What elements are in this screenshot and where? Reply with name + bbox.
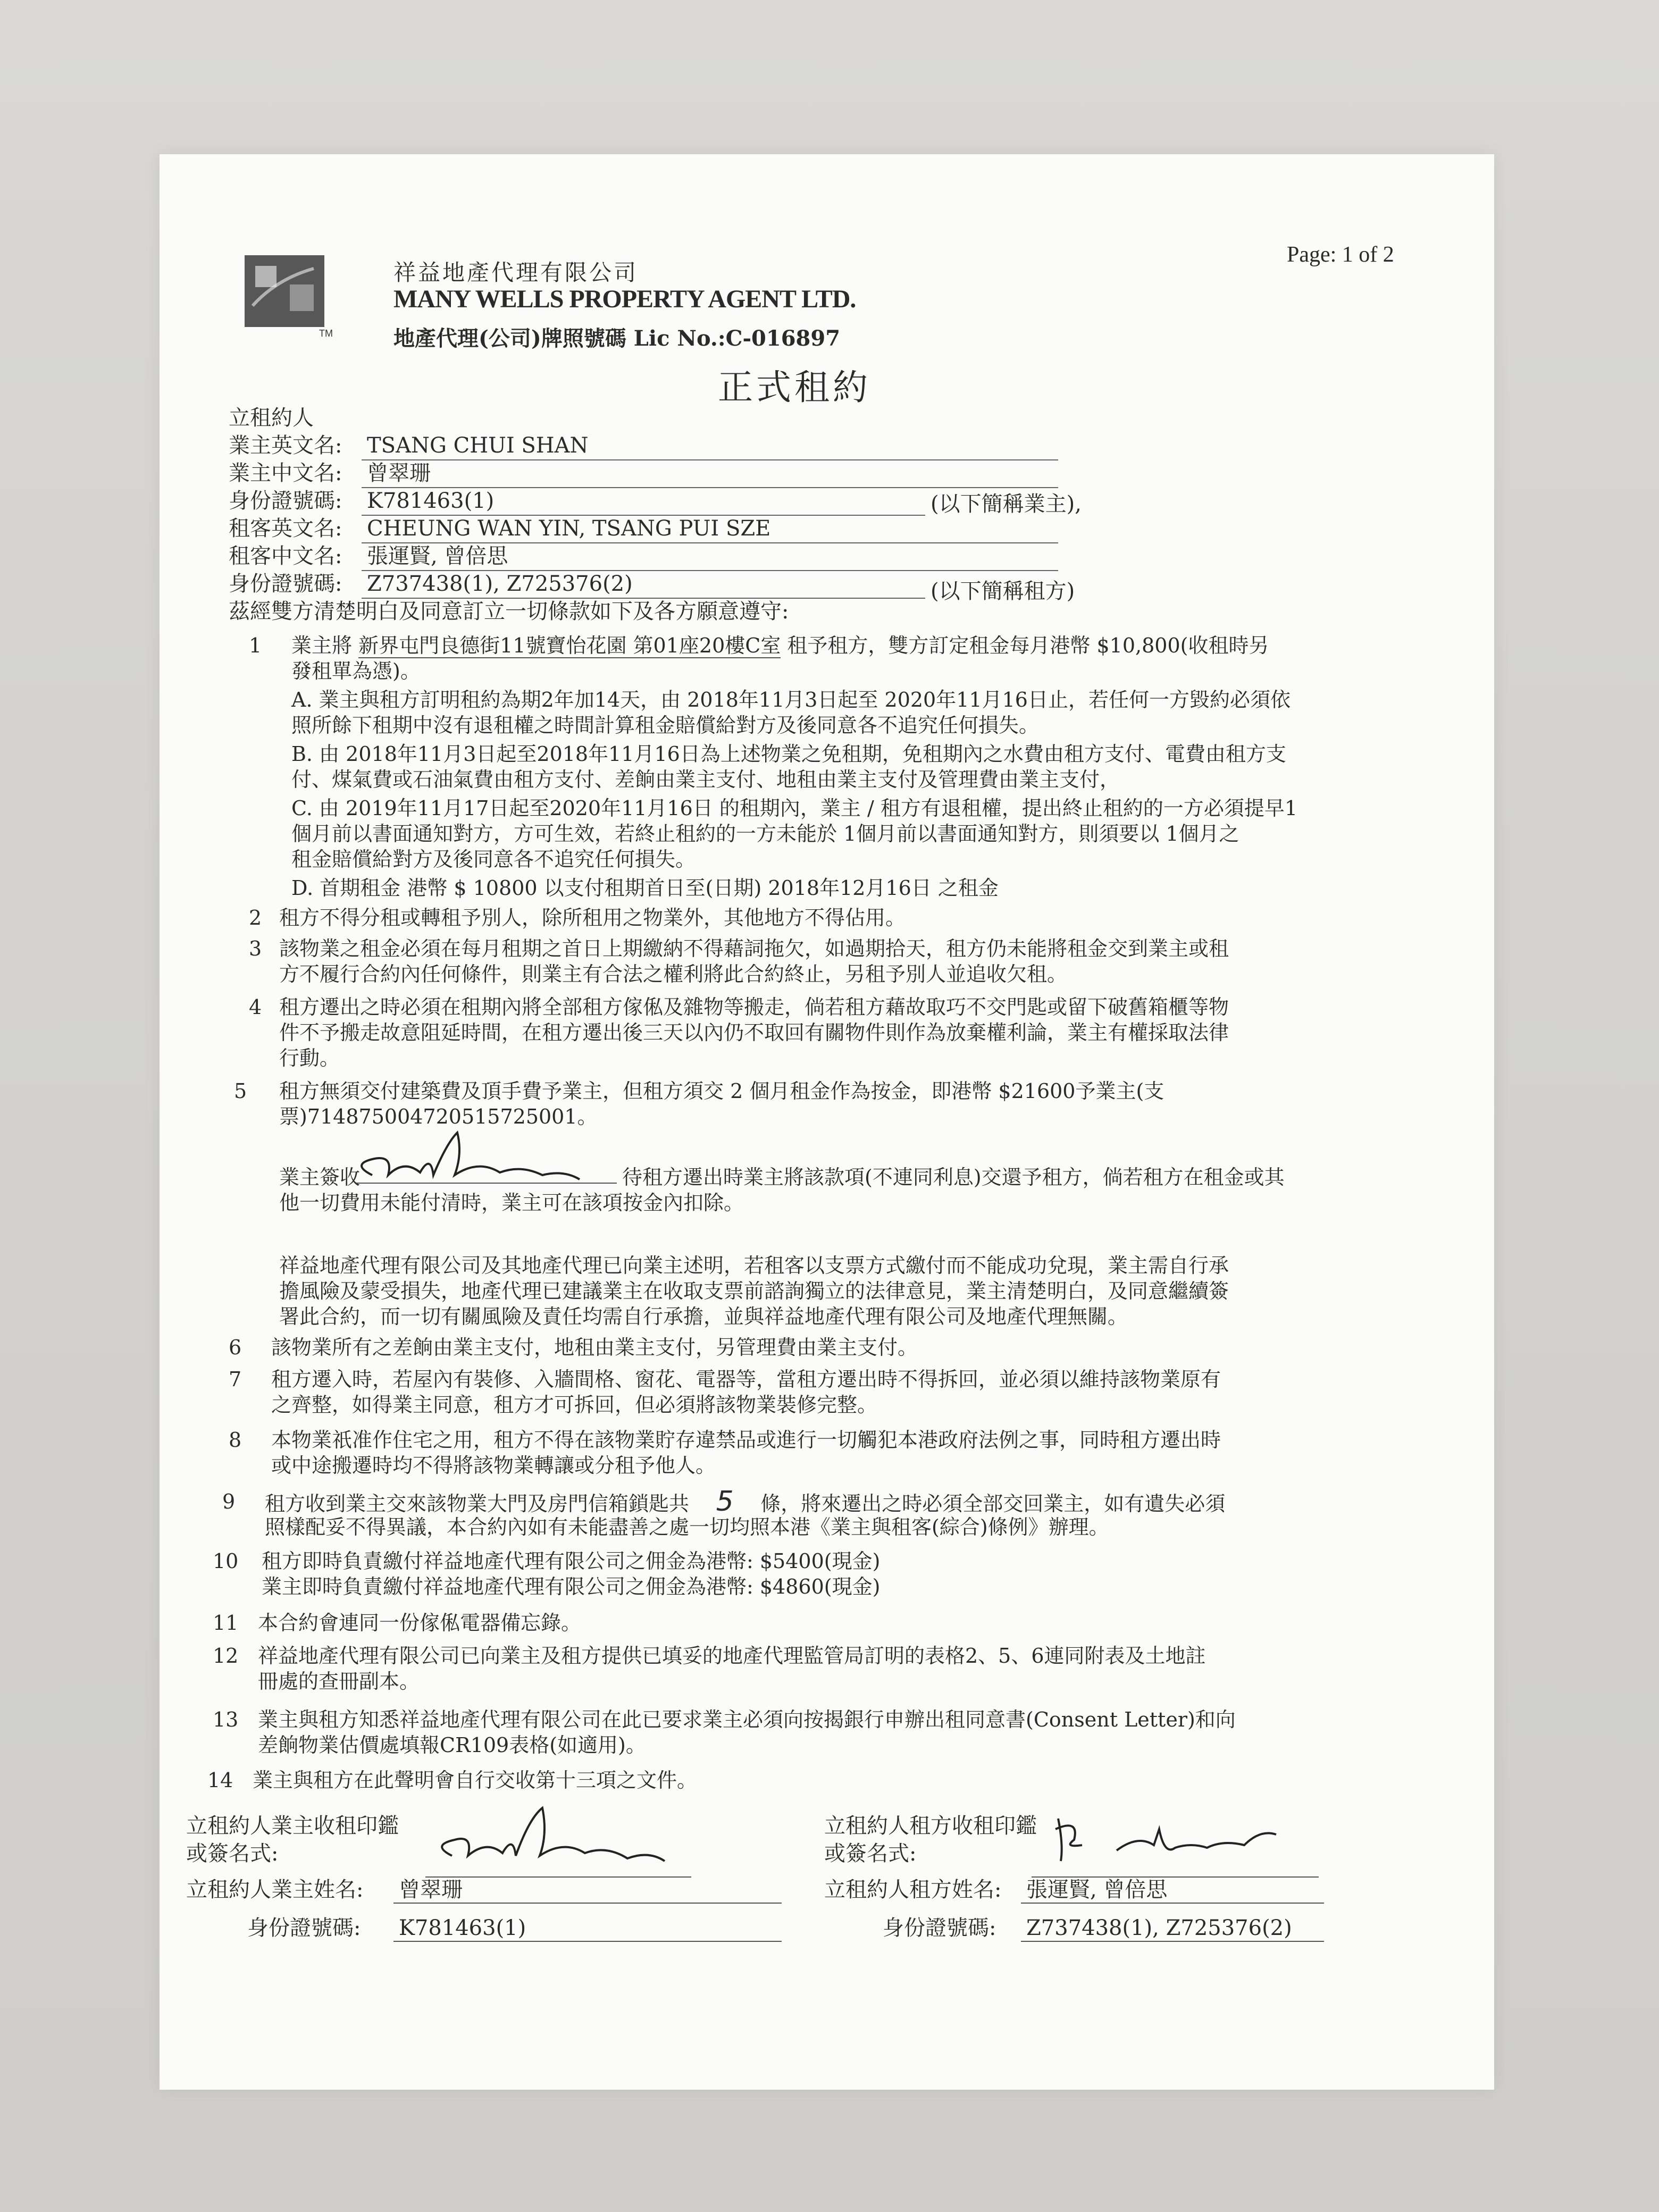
tenant-sign-label: 或簽名式: — [824, 1841, 917, 1866]
landlord-id-label: 身份證號碼: — [247, 1916, 361, 1940]
cheque-notice-line-2: 擔風險及蒙受損失，地產代理已建議業主在收取支票前諮詢獨立的法律意見，業主清楚明白，及同意繼續簽 — [279, 1279, 1229, 1303]
tenant-signature — [1032, 1797, 1319, 1882]
clause-1-line-1: 業主將 新界屯門良德街11號寶怡花園 第01座20樓C室 租予租方，雙方訂定租金每月港幣 $10,800(收租時另 — [291, 634, 1269, 657]
tenant-id: Z737438(1), Z725376(2) — [1021, 1915, 1324, 1942]
clause-10-line-2: 業主即時負責繳付祥益地產代理有限公司之佣金為港幣: $4860(現金) — [262, 1575, 881, 1598]
company-name-en: MANY WELLS PROPERTY AGENT LTD. — [393, 285, 856, 313]
tenant-cn-name: 張運賢, 曾倍思 — [362, 542, 1058, 571]
clause-1c-line-2: 個月前以書面通知對方，方可生效，若終止租約的一方未能於 1個月前以書面通知對方，則須要以 1個月之 — [291, 822, 1239, 845]
clause-11-line-1: 本合約會連同一份傢俬電器備忘錄。 — [258, 1611, 582, 1635]
clause-1c-line-3: 租金賠償給對方及後同意各不追究任何損失。 — [291, 848, 696, 871]
parties-heading: 立租約人 — [229, 406, 314, 430]
clause-6-line-1: 該物業所有之差餉由業主支付，地租由業主支付，另管理費由業主支付。 — [271, 1336, 918, 1359]
clause-14-line-1: 業主與租方在此聲明會自行交收第十三項之文件。 — [253, 1769, 698, 1792]
landlord-cn-label: 業主中文名: — [229, 461, 342, 485]
key-count: 5 — [716, 1486, 734, 1518]
contract-page — [160, 154, 1494, 2090]
clause-2-line-1: 租方不得分租或轉租予別人，除所租用之物業外，其他地方不得佔用。 — [279, 906, 906, 929]
tenant-note: (以下簡稱租方) — [931, 579, 1075, 604]
clause-1d-line-1: D. 首期租金 港幣 $ 10800 以支付租期首日至(日期) 2018年12月16日 之租金 — [291, 876, 999, 900]
landlord-name-label: 立租約人業主姓名: — [186, 1878, 364, 1902]
clause-5-line-4: 他一切費用未能付清時，業主可在該項按金內扣除。 — [279, 1191, 744, 1214]
clause-13-line-2: 差餉物業估價處填報CR109表格(如適用)。 — [258, 1733, 646, 1757]
tenant-id-label: 身份證號碼: — [229, 572, 342, 596]
clause-13-line-1: 業主與租方知悉祥益地產代理有限公司在此已要求業主必須向按揭銀行申辦出租同意書(Consent Letter)和向 — [258, 1708, 1236, 1731]
landlord-note: (以下簡稱業主), — [931, 492, 1082, 516]
deposit-sign-label: 業主簽收 — [279, 1166, 361, 1189]
document-title: 正式租約 — [718, 367, 871, 408]
svg-text:TM: TM — [319, 328, 333, 339]
landlord-en-name: TSANG CHUI SHAN — [362, 432, 1058, 460]
clause-number: 7 — [229, 1368, 242, 1391]
tenant-name: 張運賢, 曾倍思 — [1021, 1877, 1324, 1904]
landlord-name: 曾翠珊 — [393, 1877, 782, 1904]
clause-12-line-2: 冊處的查冊副本。 — [258, 1670, 420, 1693]
tenant-id: Z737438(1), Z725376(2) — [362, 570, 925, 599]
landlord-signature — [415, 1797, 691, 1882]
clause-10-line-1: 租方即時負責繳付祥益地產代理有限公司之佣金為港幣: $5400(現金) — [262, 1549, 881, 1573]
clause-number: 2 — [249, 906, 262, 929]
clause-1a-line-1: A. 業主與租方訂明租約為期2年加14天，由 2018年11月3日起至 2020年11月16日止，若任何一方毀約必須依 — [291, 688, 1291, 711]
clause-7-line-1: 租方遷入時，若屋內有裝修、入牆間格、窗花、電器等，當租方遷出時不得拆回，並必須以維持該物業原有 — [271, 1368, 1221, 1391]
clause-number: 12 — [213, 1644, 239, 1668]
clause-4-line-2: 件不予搬走故意阻延時間，在租方遷出後三天以內仍不取回有關物件則作為放棄權利論，業主有權採取法律 — [279, 1021, 1229, 1044]
clause-1c-line-1: C. 由 2019年11月17日起至2020年11月16日 的租期內，業主 / 租方有退租權，提出終止租約的一方必須提早1 — [291, 797, 1298, 820]
landlord-seal-label: 立租約人業主收租印鑑 — [186, 1814, 399, 1838]
clause-number: 14 — [207, 1769, 233, 1792]
parties-intro: 茲經雙方清楚明白及同意訂立一切條款如下及各方願意遵守: — [229, 599, 789, 624]
clause-12-line-1: 祥益地產代理有限公司已向業主及租方提供已填妥的地產代理監管局訂明的表格2、5、6連同附表及土地註 — [258, 1644, 1206, 1668]
clause-number: 8 — [229, 1428, 242, 1452]
cheque-notice-line-3: 署此合約，而一切有關風險及責任均需自行承擔，並與祥益地產代理有限公司及地產代理無關。 — [279, 1305, 1128, 1328]
clause-1b-line-1: B. 由 2018年11月3日起至2018年11月16日為上述物業之免租期，免租期內之水費由租方支付、電費由租方支 — [291, 742, 1286, 766]
clause-1a-line-2: 照所餘下租期中沒有退租權之時間計算租金賠償給對方及後同意各不追究任何損失。 — [291, 714, 1040, 737]
page-number: Page: 1 of 2 — [1287, 242, 1394, 267]
clause-7-line-2: 之齊整，如得業主同意，租方才可拆回，但必須將該物業裝修完整。 — [271, 1393, 878, 1417]
clause-number: 5 — [234, 1079, 247, 1103]
clause-4-line-1: 租方遷出之時必須在租期內將全部租方傢俬及雜物等搬走，倘若租方藉故取巧不交門匙或留下破舊箱櫃等物 — [279, 995, 1229, 1019]
landlord-id: K781463(1) — [362, 487, 925, 516]
clause-4-line-3: 行動。 — [279, 1046, 340, 1070]
clause-number: 13 — [213, 1708, 239, 1731]
clause-8-line-2: 或中途搬遷時均不得將該物業轉讓或分租予他人。 — [271, 1454, 716, 1477]
tenant-id-label: 身份證號碼: — [883, 1916, 996, 1940]
clause-1-line-2: 發租單為憑)。 — [291, 659, 421, 683]
clause-number: 10 — [213, 1549, 239, 1573]
property-address: 新界屯門良德街11號寶怡花園 第01座20樓C室 — [358, 634, 781, 657]
clause-number: 11 — [213, 1611, 239, 1635]
landlord-sign-label: 或簽名式: — [186, 1841, 279, 1866]
clause-3-line-1: 該物業之租金必須在每月租期之首日上期繳納不得藉詞拖欠，如過期拾天，租方仍未能將租金交到業主或租 — [279, 937, 1229, 960]
clause-3-line-2: 方不履行合約內任何條件，則業主有合法之權利將此合約終止，另租予別人並追收欠租。 — [279, 962, 1068, 986]
tenant-seal-label: 立租約人租方收租印鑑 — [824, 1814, 1037, 1838]
clause-1b-line-2: 付、煤氣費或石油氣費由租方支付、差餉由業主支付、地租由業主支付及管理費由業主支付， — [291, 768, 1120, 791]
clause-number: 3 — [249, 937, 262, 960]
clause-9-line-2: 照樣配妥不得異議，本合約內如有未能盡善之處一切均照本港《業主與租客(綜合)條例》辦理。 — [265, 1515, 1109, 1539]
cheque-notice-line-1: 祥益地產代理有限公司及其地產代理已向業主述明，若租客以支票方式繳付而不能成功兌現，業主需自行承 — [279, 1254, 1229, 1277]
clause-number: 9 — [222, 1490, 236, 1513]
landlord-id-label: 身份證號碼: — [229, 489, 342, 513]
tenant-name-label: 立租約人租方姓名: — [824, 1878, 1002, 1902]
landlord-en-label: 業主英文名: — [229, 433, 342, 458]
landlord-id: K781463(1) — [393, 1915, 782, 1942]
license-number: 地產代理(公司)牌照號碼 Lic No.:C-016897 — [393, 326, 841, 351]
tenant-en-label: 租客英文名: — [229, 516, 342, 541]
clause-8-line-1: 本物業祇准作住宅之用，租方不得在該物業貯存違禁品或進行一切觸犯本港政府法例之事，同時租方遷出時 — [271, 1428, 1221, 1452]
tenant-en-name: CHEUNG WAN YIN, TSANG PUI SZE — [362, 515, 1058, 543]
clause-9-line-1: 租方收到業主交來該物業大門及房門信箱鎖匙共 5 條，將來遷出之時必須全部交回業主，如有遺失必須 — [265, 1486, 1226, 1518]
clause-number: 1 — [249, 634, 262, 657]
clause-number: 6 — [229, 1336, 242, 1359]
clause-5-line-1: 租方無須交付建築費及頂手費予業主，但租方須交 2 個月租金作為按金，即港幣 $21600予業主(支 — [279, 1079, 1164, 1103]
company-name-cn: 祥益地產代理有限公司 — [393, 259, 639, 286]
landlord-cn-name: 曾翠珊 — [362, 459, 1058, 488]
clause-number: 4 — [249, 995, 262, 1019]
clause-5-line-2: 票)714875004720515725001。 — [279, 1105, 598, 1128]
tenant-cn-label: 租客中文名: — [229, 544, 342, 568]
company-logo — [239, 247, 333, 339]
clause-5-line-3: 待租方遷出時業主將該款項(不連同利息)交還予租方，倘若租方在租金或其 — [622, 1166, 1285, 1189]
